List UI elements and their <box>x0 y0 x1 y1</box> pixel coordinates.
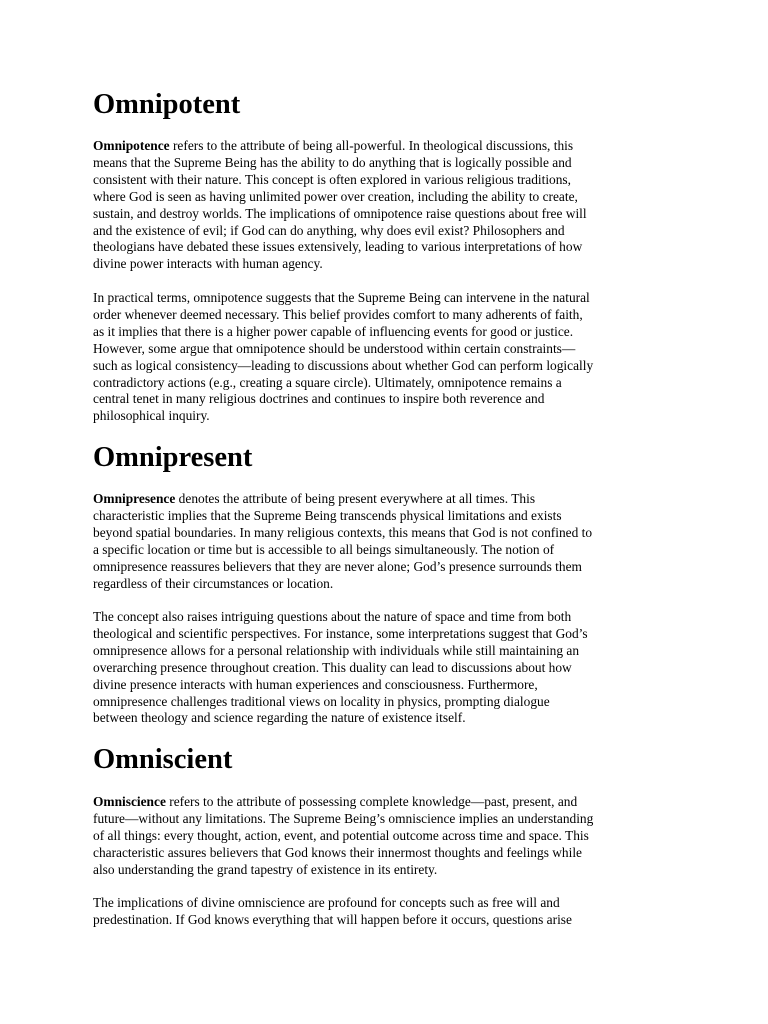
paragraph-line: consistent with their nature. This concept is often explored in various religious traditions, <box>93 171 571 187</box>
paragraph-omniscience-implications <box>93 895 572 929</box>
paragraph-line: sustain, and destroy worlds. The implications of omnipotence raise questions about free will <box>93 205 587 221</box>
paragraph-omnipotence-practical <box>93 290 593 425</box>
paragraph-line: contradictory actions (e.g., creating a square circle). Ultimately, omnipotence remains a <box>93 374 562 390</box>
paragraph-line: order whenever deemed necessary. This belief provides comfort to many adherents of faith, <box>93 306 583 322</box>
paragraph-line: characteristic assures believers that God knows their innermost thoughts and feelings while <box>93 844 583 860</box>
paragraph-line: philosophical inquiry. <box>93 408 210 424</box>
paragraph-line: overarching presence throughout creation. This duality can lead to discussions about how <box>93 659 572 675</box>
paragraph-line: divine power interacts with human agency. <box>93 256 323 272</box>
paragraph-line: where God is seen as having unlimited power over creation, including the ability to create, <box>93 188 578 204</box>
paragraph-line: omnipresence challenges traditional views on locality in physics, prompting dialogue <box>93 693 550 709</box>
paragraph-line <box>93 794 593 811</box>
paragraph-line: omnipresence allows for a personal relationship with individuals while still maintaining an <box>93 642 580 658</box>
paragraph-line: and the existence of evil; if God can do anything, why does evil exist? Philosophers and <box>93 222 565 238</box>
paragraph-line: as it implies that there is a higher power capable of influencing events for good or justice. <box>93 323 574 339</box>
section-heading-omnipresent: Omnipresent <box>93 442 253 473</box>
paragraph-line: The concept also raises intriguing questions about the nature of space and time from both <box>93 609 572 624</box>
paragraph-line: a specific location or time but is accessible to all beings simultaneously. The notion of <box>93 541 555 557</box>
paragraph-line: central tenet in many religious doctrines and continues to inspire both reverence and <box>93 391 545 407</box>
paragraph-line: The implications of divine omniscience are profound for concepts such as free will and <box>93 895 560 910</box>
paragraph-line: theologians have debated these issues extensively, leading to various interpretations of how <box>93 239 583 255</box>
section-heading-omniscient: Omniscient <box>93 744 233 775</box>
section-heading-omnipotent: Omnipotent <box>93 89 241 120</box>
paragraph-line: means that the Supreme Being has the ability to do anything that is logically possible and <box>93 154 572 170</box>
paragraph-text: refers to the attribute of being all-powerful. In theological discussions, this <box>169 138 574 153</box>
bold-term: Omnipresence <box>93 491 176 506</box>
paragraph-omnipresence-concept <box>93 609 588 727</box>
bold-term: Omniscience <box>93 794 166 809</box>
paragraph-line: such as logical consistency—leading to discussions about whether God can perform logically <box>93 357 594 373</box>
bold-term: Omnipotence <box>93 138 170 153</box>
paragraph-line: In practical terms, omnipotence suggests that the Supreme Being can intervene in the natural <box>93 290 590 305</box>
paragraph-omniscience-definition <box>93 794 593 879</box>
paragraph-omnipotence-definition <box>93 138 587 273</box>
paragraph-line: of all things: every thought, action, event, and potential outcome across time and space. This <box>93 827 589 843</box>
paragraph-line: divine presence interacts with human experiences and consciousness. Furthermore, <box>93 676 538 692</box>
paragraph-line: characteristic implies that the Supreme Being transcends physical limitations and exists <box>93 507 562 523</box>
paragraph-line <box>93 138 587 155</box>
paragraph-line: regardless of their circumstances or location. <box>93 575 334 591</box>
paragraph-line: However, some argue that omnipotence should be understood within certain constraints— <box>93 340 576 356</box>
paragraph-line: omnipresence reassures believers that they are never alone; God’s presence surrounds them <box>93 558 582 574</box>
paragraph-omnipresence-definition <box>93 491 592 592</box>
paragraph-line: beyond spatial boundaries. In many religious contexts, this means that God is not confined to <box>93 524 593 540</box>
paragraph-line: also understanding the grand tapestry of existence in its entirety. <box>93 861 438 877</box>
paragraph-line <box>93 491 592 508</box>
paragraph-text: denotes the attribute of being present everywhere at all times. This <box>175 491 536 506</box>
paragraph-line: theological and scientific perspectives. For instance, some interpretations suggest that God’s <box>93 625 588 641</box>
paragraph-line: predestination. If God knows everything that will happen before it occurs, questions arise <box>93 911 572 927</box>
paragraph-line: future—without any limitations. The Supreme Being’s omniscience implies an understanding <box>93 810 594 826</box>
paragraph-text: refers to the attribute of possessing complete knowledge—past, present, and <box>165 794 578 809</box>
paragraph-line: between theology and science regarding the nature of existence itself. <box>93 710 466 726</box>
